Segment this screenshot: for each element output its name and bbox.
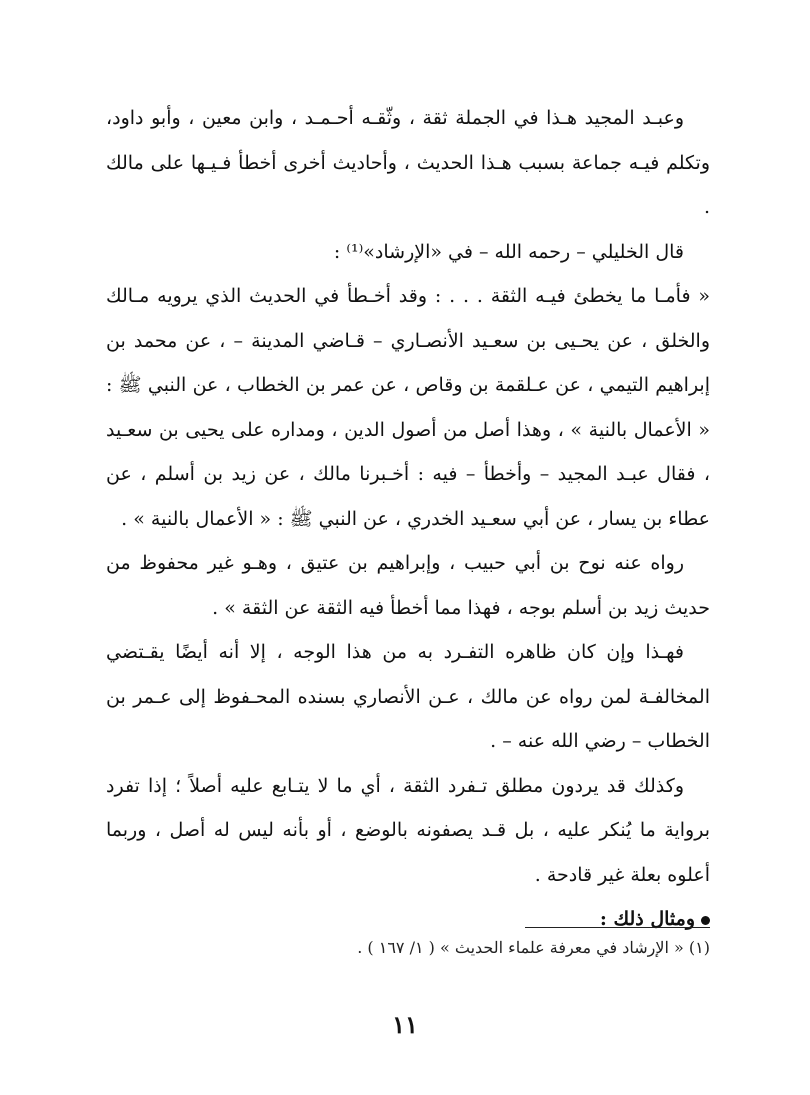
footnote-divider — [525, 927, 710, 928]
main-text — [106, 96, 710, 942]
section-heading-row — [106, 897, 710, 942]
paragraph-intro: وعبـد المجيد هـذا في الجملة ثقة ، وثّقـه أحـمـد ، وابن معين ، وأبو داود، وتكلم فيـه جماعة بسبب هـذا الحديث ، وأحاديث أخرى أخطأ فـيـها على مالك . — [106, 107, 710, 218]
footnote: (١) « الإرشاد في معرفة علماء الحديث » ( ١/ ١٦٧ ) . — [357, 938, 710, 957]
paragraph-quote-intro: قال الخليلي – رحمه الله – في «الإرشاد»⁽¹⁾ : — [333, 240, 684, 263]
page-number: ١١ — [392, 1010, 418, 1039]
paragraph-analysis: فهـذا وإن كان ظاهره التفـرد به من هذا الوجه ، إلا أنه أيضًا يقـتضي المخالفـة لمن رواه عن مالك ، عـن الأنصاري بسنده المحـفوظ إلى عـمر بن الخطاب – رضي الله عنه – . — [106, 641, 710, 752]
paragraph-conclusion: وكذلك قد يردون مطلق تـفرد الثقة ، أي ما لا يتـابع عليه أصلاً ؛ إذا تفرد برواية ما يُنكر عليه ، بل قـد يصفونه بالوضع ، أو بأنه ليس له أصل ، وربما أعلوه بعلة غير قادحة . — [106, 774, 710, 886]
bullet-icon — [701, 916, 710, 925]
paragraph-quote-body: « فأمـا ما يخطئ فيـه الثقة . . . : وقد أخـطأ في الحديث الذي يرويه مـالك والخلق ، عن يحـيى بن سعـيد الأنصـاري – قـاضي المدينة – ، عن محمد بن إبراهيم التيمي ، عن عـلقمة بن وقاص ، عن عمر بن الخطاب ، عن النبي ﷺ : « الأعمال بالنية » ، وهذا أصل من أصول الدين ، ومداره على يحيى بن سعـيد ، فقال عبـد المجيد – وأخطأ – فيه : أخـبرنا مالك ، عن زيد بن أسلم ، عن عطاء بن يسار ، عن أبي سعـيد الخدري ، عن النبي ﷺ : « الأعمال بالنية » . — [106, 285, 710, 530]
paragraph-narration: رواه عنه نوح بن أبي حبيب ، وإبراهيم بن عتيق ، وهـو غير محفوظ من حديث زيد بن أسلم بوجه ، فهذا مما أخطأ فيه الثقة عن الثقة » . — [106, 552, 710, 619]
section-heading: ومثال ذلك : — [599, 908, 695, 930]
